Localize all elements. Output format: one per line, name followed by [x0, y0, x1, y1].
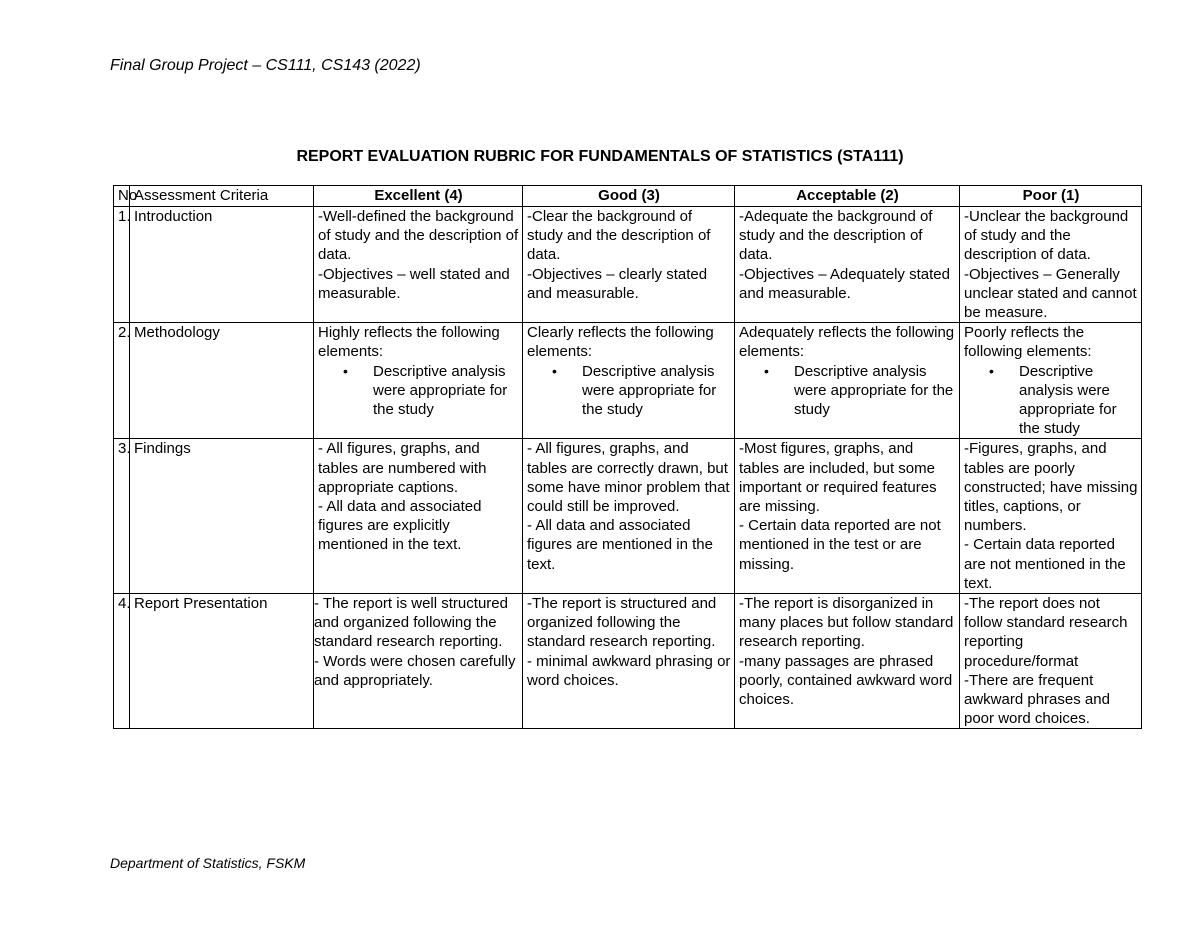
- cell-text: - Words were chosen carefully and appropriately.: [314, 652, 516, 689]
- cell-text: -Objectives – Generally unclear stated and cannot be measure.: [964, 265, 1137, 322]
- poor-cell: [960, 439, 1142, 594]
- cell-text: -many passages are phrased poorly, contained awkward word choices.: [739, 652, 953, 709]
- good-cell: [523, 207, 735, 323]
- criteria-cell: Methodology: [130, 323, 314, 439]
- cell-text: -Well-defined the background of study and the description of data.: [318, 208, 519, 264]
- acceptable-cell: [735, 439, 960, 594]
- bullet-icon: •: [989, 362, 994, 379]
- list-item: [343, 362, 519, 420]
- column-header: Acceptable (2): [735, 186, 960, 207]
- table-row: [114, 439, 1142, 594]
- poor-cell: [960, 323, 1142, 439]
- row-number: 2.: [114, 323, 130, 439]
- cell-text: Highly reflects the following elements:: [318, 324, 500, 361]
- bullet-list: [318, 362, 519, 420]
- poor-cell: [960, 594, 1142, 729]
- criteria-cell: Findings: [130, 439, 314, 594]
- good-cell: [523, 439, 735, 594]
- page-header: Final Group Project – CS111, CS143 (2022): [110, 57, 421, 74]
- column-header: Excellent (4): [314, 186, 523, 207]
- cell-text: Adequately reflects the following elements:: [739, 324, 955, 361]
- acceptable-cell: [735, 207, 960, 323]
- list-item: [989, 362, 1138, 439]
- cell-text: - All figures, graphs, and tables are correctly drawn, but some have minor problem that could still be improved.: [527, 440, 730, 516]
- row-number: 4.: [114, 594, 130, 729]
- cell-text: - All data and associated figures are mentioned in the text.: [527, 517, 713, 573]
- rubric-table: [113, 185, 1142, 729]
- cell-text: -The report is disorganized in many places but follow standard research reporting.: [739, 595, 954, 651]
- cell-text: - Certain data reported are not mentioned in the text.: [964, 536, 1126, 592]
- cell-text: -Objectives – Adequately stated and measurable.: [739, 265, 950, 302]
- bullet-icon: •: [552, 362, 557, 379]
- row-number: 3.: [114, 439, 130, 594]
- cell-text: -Adequate the background of study and the description of data.: [739, 208, 933, 264]
- excellent-cell: [314, 439, 523, 594]
- document-title: REPORT EVALUATION RUBRIC FOR FUNDAMENTALS OF STATISTICS (STA111): [296, 148, 904, 165]
- good-cell: [523, 323, 735, 439]
- cell-text: - All figures, graphs, and tables are numbered with appropriate captions.: [318, 440, 487, 496]
- poor-cell: [960, 207, 1142, 323]
- list-item-text: Descriptive analysis were appropriate for the study: [1019, 362, 1117, 438]
- cell-text: -There are frequent awkward phrases and poor word choices.: [964, 671, 1110, 728]
- cell-text: -Objectives – clearly stated and measurable.: [527, 265, 708, 302]
- cell-text: - minimal awkward phrasing or word choices.: [527, 652, 731, 689]
- column-header: Good (3): [523, 186, 735, 207]
- cell-text: -Clear the background of study and the description of data.: [527, 208, 711, 264]
- cell-text: Poorly reflects the following elements:: [964, 324, 1092, 361]
- bullet-icon: •: [764, 362, 769, 379]
- bullet-list: [739, 362, 956, 420]
- column-header: Poor (1): [960, 186, 1142, 207]
- table-row: [114, 323, 1142, 439]
- criteria-cell: Report Presentation: [130, 594, 314, 729]
- acceptable-cell: [735, 323, 960, 439]
- cell-text: -Figures, graphs, and tables are poorly constructed; have missing titles, captions, or numbers.: [964, 440, 1138, 535]
- list-item-text: Descriptive analysis were appropriate for the study: [794, 362, 954, 419]
- excellent-cell: [314, 323, 523, 439]
- column-header: No: [114, 186, 130, 207]
- excellent-cell: [314, 594, 523, 729]
- criteria-cell: Introduction: [130, 207, 314, 323]
- excellent-cell: [314, 207, 523, 323]
- cell-text: -Objectives – well stated and measurable.: [318, 265, 510, 302]
- cell-text: -The report is structured and organized following the standard research reporting.: [527, 595, 717, 651]
- bullet-icon: •: [343, 362, 348, 379]
- list-item: [764, 362, 956, 420]
- acceptable-cell: [735, 594, 960, 729]
- cell-text: - Certain data reported are not mentioned in the test or are missing.: [739, 517, 941, 573]
- list-item-text: Descriptive analysis were appropriate for the study: [373, 362, 508, 419]
- list-item-text: Descriptive analysis were appropriate for the study: [582, 362, 717, 419]
- cell-text: -Unclear the background of study and the description of data.: [964, 208, 1129, 264]
- row-number: 1.: [114, 207, 130, 323]
- table-row: [114, 594, 1142, 729]
- bullet-list: [964, 362, 1138, 439]
- column-header: Assessment Criteria: [130, 186, 314, 207]
- cell-text: -Most figures, graphs, and tables are included, but some important or required features are missing.: [739, 440, 937, 516]
- cell-text: -The report does not follow standard research reporting procedure/format: [964, 595, 1128, 670]
- table-row: [114, 207, 1142, 323]
- bullet-list: [527, 362, 731, 420]
- table-header-row: [114, 186, 1142, 207]
- list-item: [552, 362, 731, 420]
- cell-text: Clearly reflects the following elements:: [527, 324, 714, 361]
- page-footer: Department of Statistics, FSKM: [110, 855, 306, 871]
- cell-text: - The report is well structured and organized following the standard research reporting.: [314, 595, 508, 651]
- cell-text: - All data and associated figures are explicitly mentioned in the text.: [318, 498, 482, 554]
- good-cell: [523, 594, 735, 729]
